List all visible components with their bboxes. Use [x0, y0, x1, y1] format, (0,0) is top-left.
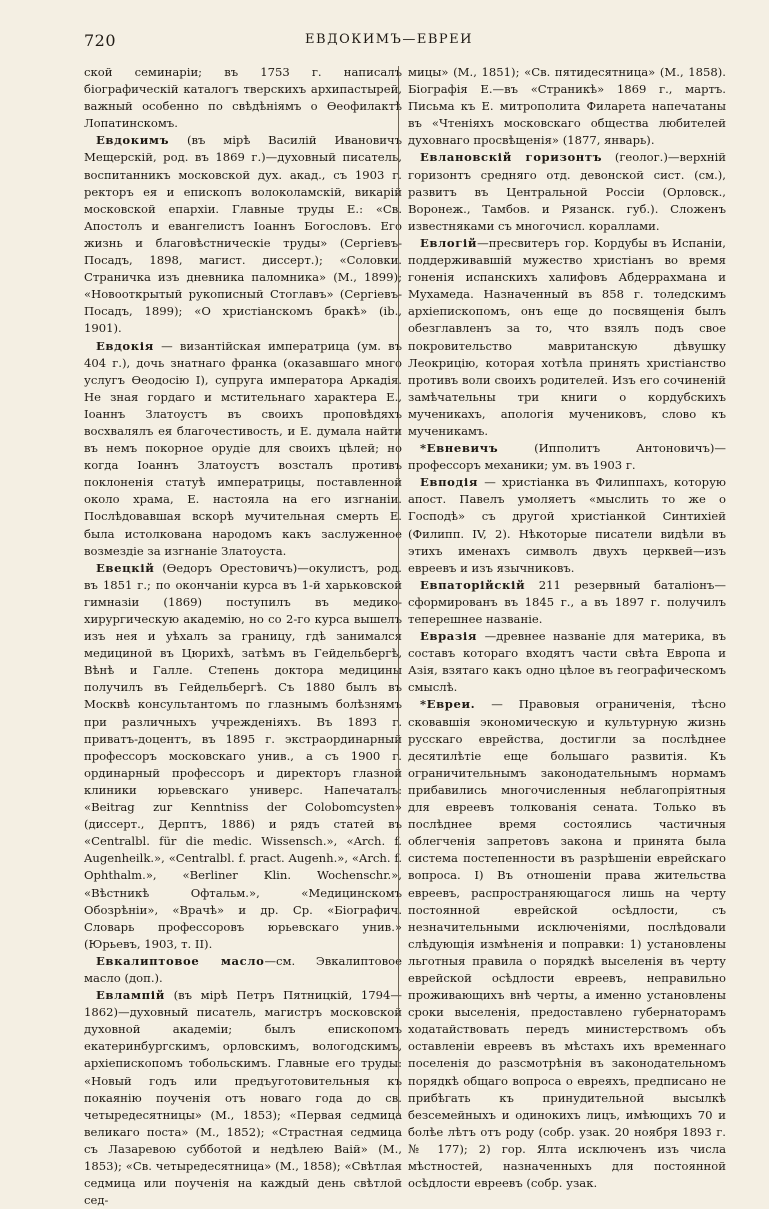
entry-evkaliptovoe-maslo — [84, 953, 402, 987]
entry-evpodia — [408, 474, 726, 577]
entry-headword: Евлогій — [420, 235, 478, 250]
entry-text: 211 резервный баталіонъ—сформированъ въ 1845 г., а въ 1897 г. получилъ теперешнее названіе. — [408, 577, 726, 626]
entry-evlogiy — [408, 235, 726, 440]
page-header — [84, 31, 694, 53]
entry-evdokia — [84, 338, 402, 560]
entry-headword: *Евневичъ — [420, 441, 499, 456]
entry-evrazia — [408, 628, 726, 696]
entry-headword: Евдокія — [96, 338, 154, 353]
entry-headword: Евпаторійскій — [420, 577, 526, 592]
entry-evlampiy — [84, 987, 402, 1209]
entry-headword: Евкалиптовое масло — [96, 953, 265, 968]
entry-text: — христіанка въ Филиппахъ, которую апост. Павелъ умоляетъ «мыслить то же о Господѣ» съ другой христіанкой Синтихіей (Филипп. IV, 2). Нѣкоторые писатели видѣли въ этихъ именахъ символъ двухъ церквей—изъ евреевъ и изъ язычниковъ. — [408, 475, 726, 575]
column-divider — [398, 66, 399, 1116]
left-column — [84, 64, 402, 1209]
entry-headword: Евразія — [420, 629, 478, 644]
entry-evrei — [408, 696, 726, 1192]
entry-headword: Евлампій — [96, 988, 165, 1003]
entry-text: (въ мірѣ Петръ Пятницкій, 1794—1862)—духовный писатель, магистръ московской духовной академіи; былъ епископомъ екатеринбургскимъ, орловскимъ, вологодскимъ, архіепископомъ тобольскимъ. Главные его труды: «Новый годъ или предъуготовительныя къ покаянію поученія отъ новаго года до св. четыредесятницы» (М., 1853); «Первая седмица великаго поста» (М., 1852); «Страстная седмица съ Лазаревою субботой и недѣлею Ваій» (М., 1853); «Св. четыредесятница» (М., 1858); «Свѣтлая седмица или поученія на каждый день свѣтлой сед- — [84, 988, 402, 1208]
entry-continuation — [408, 64, 726, 149]
entry-text: (геолог.)—верхній горизонтъ средняго отд. девонской сист. (см.), развитъ въ Центральной Россіи (Орловск., Воронеж., Тамбов. и Рязанск. губ.). Сложенъ известняками съ многочисл. кораллами. — [408, 150, 726, 233]
entry-headword: Евдокимъ — [96, 133, 170, 148]
entry-evdokim — [84, 132, 402, 337]
page-number: 720 — [84, 31, 117, 50]
entry-text: —древнее названіе для материка, въ составъ котораго входятъ части свѣта Европа и Азія, взятаго какъ одно цѣлое въ географическомъ смыслѣ. — [408, 629, 726, 695]
entry-headword: Евподія — [420, 475, 479, 490]
entry-headword: Евецкій — [96, 560, 155, 575]
running-head: ЕВДОКИМЪ—ЕВРЕИ — [305, 32, 473, 47]
entry-text: (Ѳедоръ Орестовичъ)—окулистъ, род. въ 1851 г.; по окончаніи курса въ 1-й харьковской гимназіи (1869) поступилъ въ медико-хирургическую академію, но со 2-го курса вышелъ изъ нея и уѣхалъ за границу, гдѣ занимался медициной въ Цюрихѣ, затѣмъ въ Гейдельбергѣ, Вѣнѣ и Галле. Степень доктора медицины получилъ въ Гейдельбергѣ. Съ 1880 былъ въ Москвѣ консультантомъ по глазнымъ болѣзнямъ при различныхъ учрежденіяхъ. Въ 1893 г. приватъ-доцентъ, въ 1895 г. экстраординарный профессоръ московскаго унив., а съ 1900 г. ординарный профессоръ и директоръ глазной клиники юрьевскаго универс. Напечаталъ: «Beitrag zur Kenntniss der Colobomcysten» (диссерт., Дерптъ, 1886) и рядъ статей въ «Centralbl. für die medic. Wissensch.», «Arch. f. Augenheilk.», «Centralbl. f. pract. Augenh.», «Arch. f. Ophthalm.», «Berliner Klin. Wochenschr.», «Вѣстникѣ Офтальм.», «Медицинскомъ Обозрѣніи», «Врачѣ» и др. Ср. «Біографич. Словарь профессоровъ юрьевскаго унив.» (Юрьевъ, 1903, т. II). — [84, 560, 402, 951]
entry-headword: *Евреи. — [420, 697, 476, 712]
entry-continuation — [84, 64, 402, 132]
entry-text: мицы» (М., 1851); «Св. пятидесятница» (М., 1858). Біографія Е.—въ «Страникѣ» 1869 г., мартъ. Письма къ Е. митрополита Филарета напечатаны въ «Чтеніяхъ московскаго общества любителей духовнаго просвѣщенія» (1877, январь). — [408, 65, 726, 148]
entry-text: ской семинаріи; въ 1753 г. написалъ біографическій каталогъ тверскихъ архипастырей, важный особенно по свѣдѣніямъ о Ѳеофилактѣ Лопатинскомъ. — [84, 65, 402, 131]
entry-text: (Ипполитъ Антоновичъ)—профессоръ механики; ум. въ 1903 г. — [408, 441, 726, 473]
entry-evpatoriysky — [408, 577, 726, 628]
entry-evnevich — [408, 440, 726, 474]
entry-evlanovsky-gorizont — [408, 149, 726, 234]
entry-text: — Правовыя ограниченія, тѣсно сковавшія экономическую и культурную жизнь русскаго еврейства, достигли за послѣднее десятилѣтіе еще большаго развитія. Къ ограничительнымъ законодательнымъ нормамъ прибавились многочисленныя неблагопріятныя для евреевъ толкованія сената. Только въ послѣднее время состоялись частичныя облегченія запретовъ закона и принята была система постепенности въ разрѣшеніи еврейскаго вопроса. I) Въ отношеніи права жительства евреевъ, распространяющагося лишь на черту постоянной еврейской осѣдлости, съ незначительными исключеніями, послѣдовали слѣдующія измѣненія и поправки: 1) установлены льготныя правила о порядкѣ выселенія въ черту еврейской осѣдлости евреевъ, неправильно проживающихъ внѣ черты, а именно установлены сроки выселенія, предоставлено губернаторамъ ходатайствовать передъ министерствомъ объ оставленіи евреевъ въ мѣстахъ ихъ временнаго поселенія до разсмотрѣнія въ законодательномъ порядкѣ общаго вопроса о евреяхъ, предписано не прибѣгать къ принудительной высылкѣ безсемейныхъ и одинокихъ лицъ, имѣющихъ 70 и болѣе лѣтъ отъ роду (собр. узак. 20 ноября 1893 г. № 177); 2) гор. Ялта исключенъ изъ числа мѣстностей, назначенныхъ для постоянной осѣдлости евреевъ (собр. узак. — [408, 697, 726, 1191]
right-column — [408, 64, 726, 1192]
entry-evetsky — [84, 560, 402, 953]
entry-text: (въ мірѣ Василій Ивановичъ Мещерскій, род. въ 1869 г.)—духовный писатель, воспитанникъ московской дух. акад., съ 1903 г. ректоръ ея и епископъ волоколамскій, викарій московской епархіи. Главные труды Е.: «Св. Апостолъ и евангелистъ Іоаннъ Богословъ. Его жизнь и благовѣстническіе труды» (Сергіевъ-Посадъ, 1898, магист. диссерт.); «Солoвки. Страничка изъ дневника паломника» (М., 1899); «Новооткрытый рукописный Стоглавъ» (Сергіевъ-Посадъ, 1899); «О христіанскомъ бракѣ» (ib., 1901). — [84, 133, 402, 336]
entry-headword: Евлановскій горизонтъ — [420, 150, 603, 165]
entry-text: — византійская императрица (ум. въ 404 г.), дочь знатнаго франка (оказавшаго много услугъ Ѳеодосію I), супруга императора Аркадія. Не зная гордаго и мстительнаго характера Е., Іоаннъ Златоустъ въ своихъ проповѣдяхъ восхвалялъ ея благочестивость, и Е. думала найти въ немъ покорное орудіе для своихъ цѣлей; но когда Іоаннъ Златоустъ возсталъ противъ поклоненія статуѣ императрицы, поставленной около храма, Е. настояла на его изгнаніи. Послѣдовавшая вскорѣ мучительная смерть Е. была истолкована народомъ какъ заслуженное возмездіе за изгнаніе Златоуста. — [84, 338, 402, 558]
entry-text: —см. Эвкалиптовое масло (доп.). — [84, 953, 402, 985]
entry-text: —пресвитеръ гор. Кордубы въ Испаніи, поддерживавшій мужество христіанъ во время гоненія испанскихъ халифовъ Абдеррахмана и Мухамеда. Назначенный въ 858 г. толедскимъ архіепископомъ, онъ еще до посвященія былъ обезглавленъ за то, что взялъ подъ свое покровительство мавританскую дѣвушку Леокрицію, которая хотѣла принять христіанство противъ воли своихъ родителей. Изъ его сочиненій замѣчательны три книги о кордубскихъ мученикахъ, апологія мучениковъ, слово къ мученикамъ. — [408, 235, 726, 438]
